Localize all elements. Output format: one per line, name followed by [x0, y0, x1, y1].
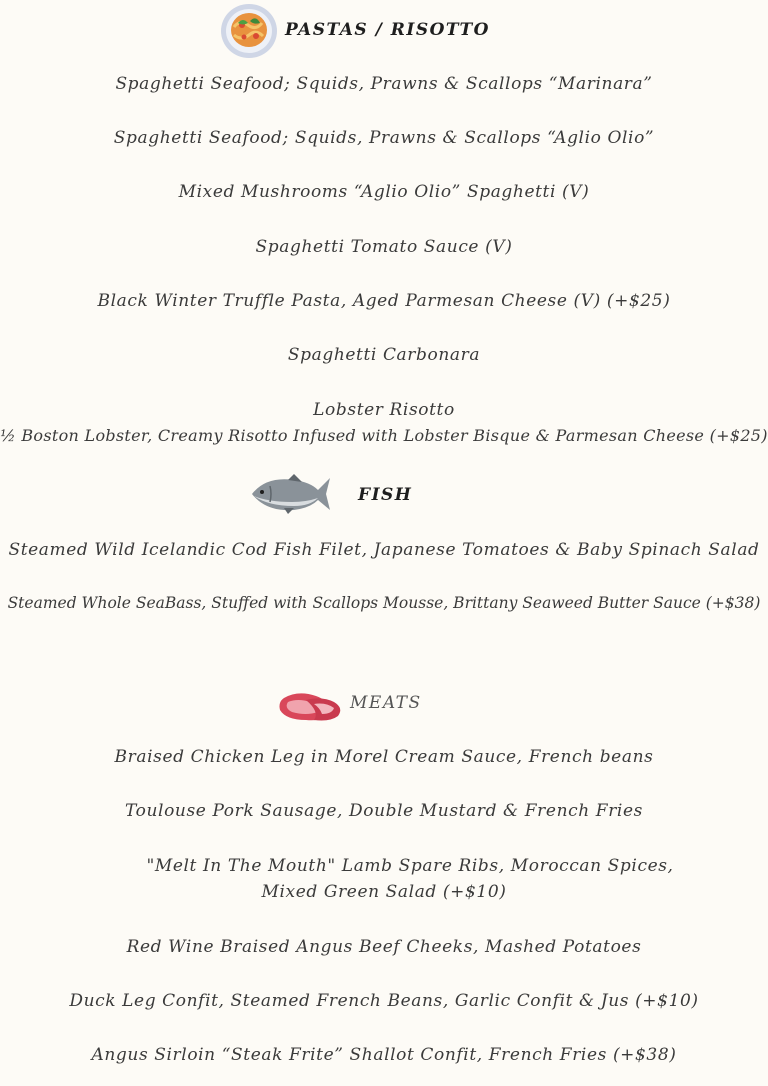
- menu-item: Lobster Risotto: [313, 400, 455, 420]
- menu-item: Red Wine Braised Angus Beef Cheeks, Mashed Potatoes: [126, 937, 642, 957]
- menu-item: Angus Sirloin “Steak Frite” Shallot Confit, French Fries (+$38): [91, 1045, 677, 1065]
- menu-item: Braised Chicken Leg in Morel Cream Sauce, French beans: [114, 747, 654, 767]
- section-heading-pastas: PASTAS / RISOTTO: [285, 20, 490, 40]
- menu-item: Black Winter Truffle Pasta, Aged Parmesan Cheese (V) (+$25): [97, 291, 671, 311]
- steak-icon: [276, 690, 344, 724]
- menu-item: Mixed Mushrooms “Aglio Olio” Spaghetti (V): [178, 182, 590, 202]
- section-heading-meats: MEATS: [350, 693, 422, 713]
- menu-item: Mixed Green Salad (+$10): [261, 882, 507, 902]
- menu-item: Steamed Whole SeaBass, Stuffed with Scallops Mousse, Brittany Seaweed Butter Sauce (+$38): [7, 594, 761, 612]
- menu-item: Spaghetti Seafood; Squids, Prawns & Scallops “Marinara”: [115, 74, 653, 94]
- pasta-plate-icon: [220, 3, 278, 59]
- section-heading-fish: FISH: [358, 485, 413, 505]
- menu-item: Toulouse Pork Sausage, Double Mustard & French Fries: [125, 801, 643, 821]
- menu-item: Duck Leg Confit, Steamed French Beans, Garlic Confit & Jus (+$10): [69, 991, 699, 1011]
- fish-icon: [248, 472, 332, 516]
- menu-item: "Melt In The Mouth" Lamb Spare Ribs, Moroccan Spices,: [146, 856, 674, 876]
- menu-item: Spaghetti Seafood; Squids, Prawns & Scallops “Aglio Olio”: [113, 128, 655, 148]
- menu-item: Steamed Wild Icelandic Cod Fish Filet, Japanese Tomatoes & Baby Spinach Salad: [8, 540, 760, 560]
- menu-item: ½ Boston Lobster, Creamy Risotto Infused with Lobster Bisque & Parmesan Cheese (+$25): [0, 426, 768, 445]
- menu-item: Spaghetti Tomato Sauce (V): [255, 237, 513, 257]
- menu-item: Spaghetti Carbonara: [287, 345, 481, 365]
